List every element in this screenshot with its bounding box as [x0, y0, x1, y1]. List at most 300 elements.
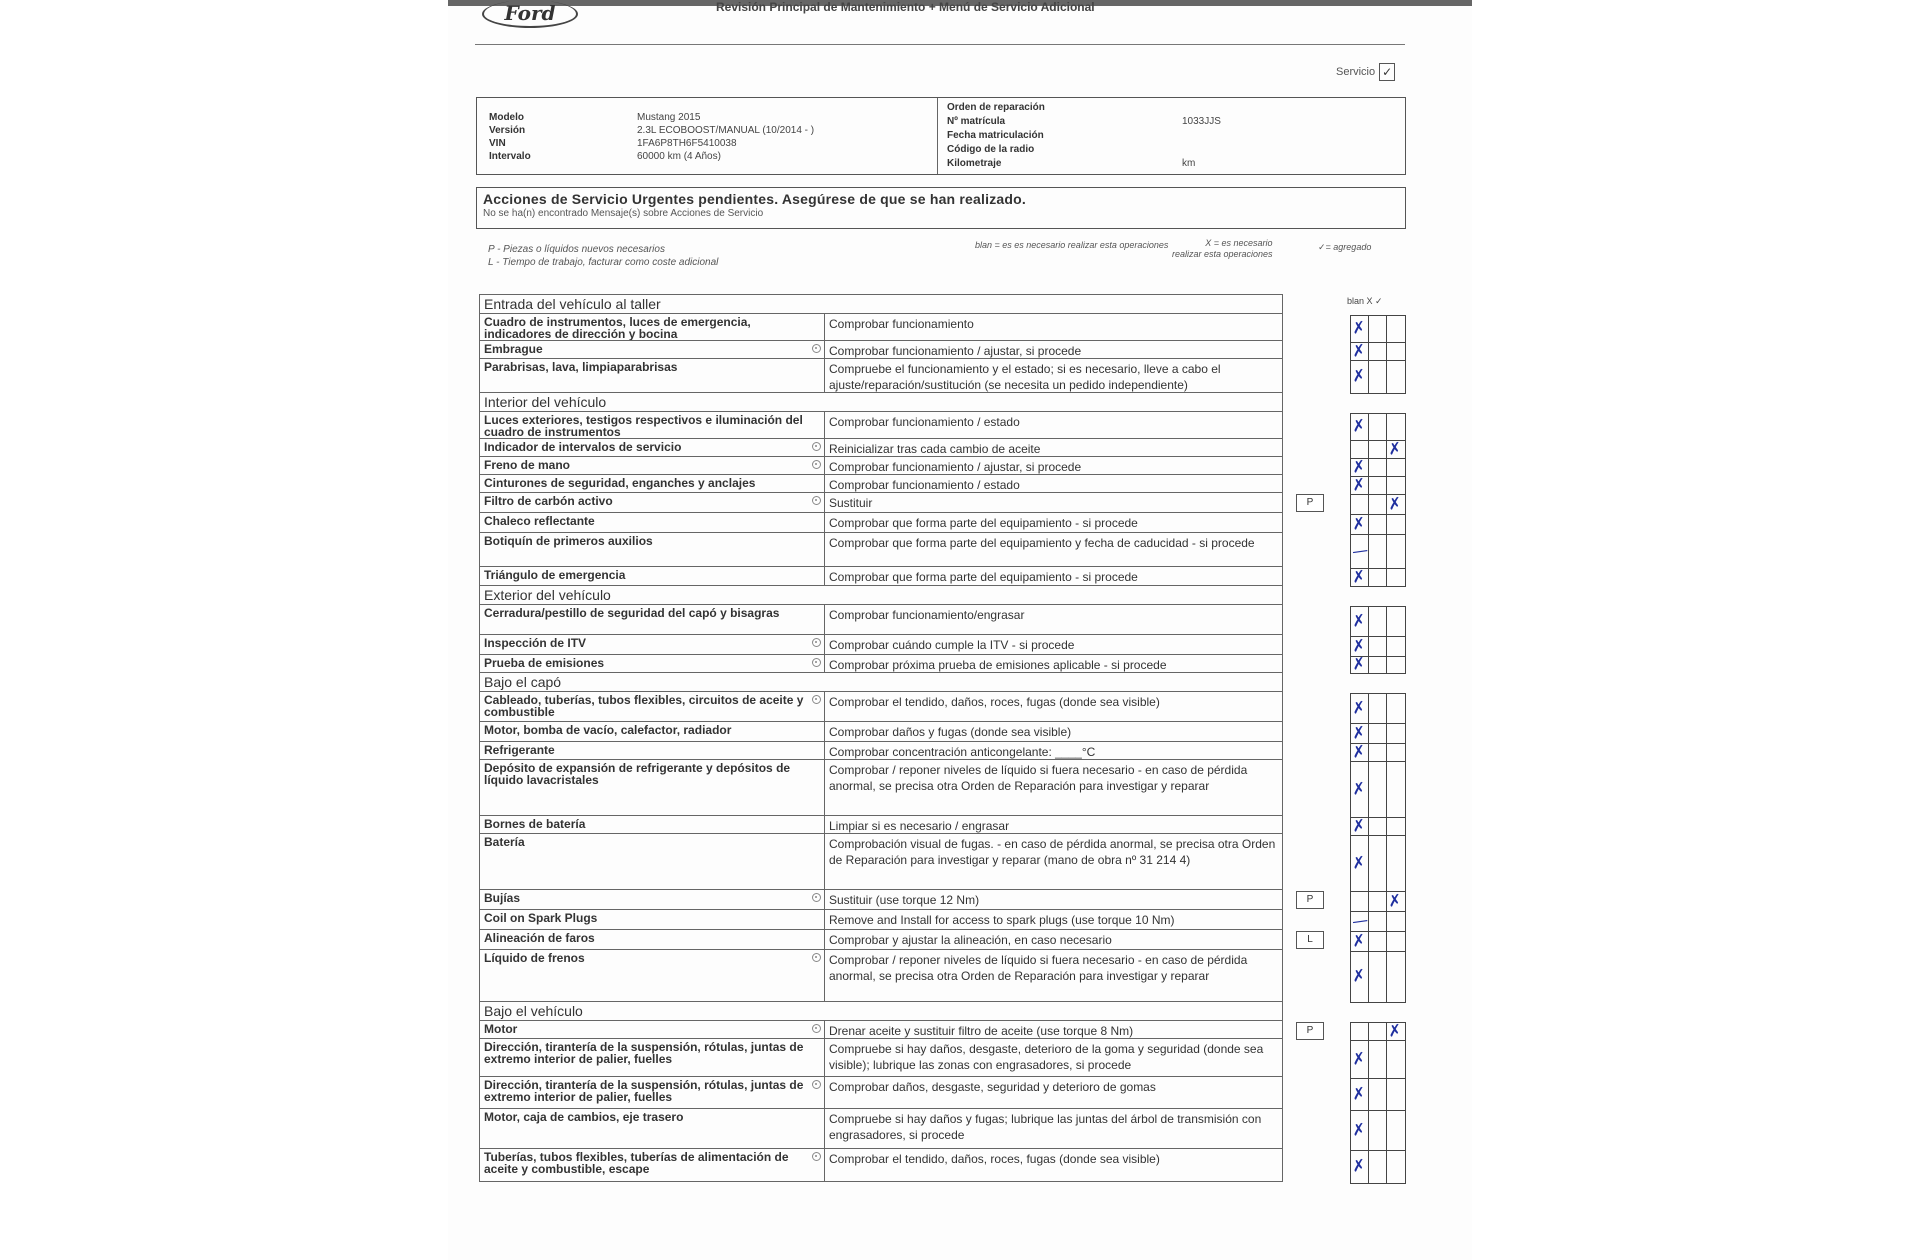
check-cell[interactable] [1387, 912, 1405, 931]
check-cell[interactable] [1350, 721, 1369, 743]
check-cell[interactable] [1350, 565, 1369, 587]
check-cell[interactable] [1350, 929, 1369, 951]
gear-icon [812, 893, 821, 902]
item-action: Comprobar y ajustar la alineación, en caso necesario [829, 933, 1112, 947]
table-row [479, 833, 1283, 889]
check-cell[interactable] [1369, 343, 1387, 360]
item-action: Comprobar funcionamiento/engrasar [829, 608, 1025, 622]
item-action: Comprobar / reponer niveles de líquido si fuera necesario - en caso de pérdida anormal, se precisa otra Orden de Reparación para investigar y reparar [829, 953, 1248, 983]
check-cell[interactable] [1369, 495, 1387, 514]
check-cell[interactable] [1386, 889, 1405, 911]
check-cell[interactable] [1351, 535, 1369, 568]
item-name [480, 1109, 825, 1148]
item-name [480, 692, 825, 721]
check-cell[interactable] [1386, 437, 1405, 459]
item-name [480, 493, 825, 512]
item-text: Triángulo de emergencia [484, 568, 626, 582]
check-row [1350, 315, 1406, 342]
item-action: Comprobar daños, desgaste, seguridad y deterioro de gomas [829, 1080, 1156, 1094]
check-row [1350, 723, 1406, 743]
check-cell[interactable] [1387, 1111, 1405, 1150]
item-name [480, 513, 825, 532]
item-text: Bornes de batería [484, 817, 586, 831]
check-cell[interactable] [1387, 316, 1405, 342]
check-cell[interactable] [1387, 414, 1405, 440]
order-field [947, 130, 1182, 141]
table-row [479, 889, 1314, 909]
check-cell[interactable] [1369, 535, 1387, 568]
handwritten-mark: ✗ [1350, 609, 1367, 631]
section-title: Entrada del vehículo al taller [479, 294, 1283, 313]
item-action: Comprobar próxima prueba de emisiones aplicable - si procede [829, 658, 1167, 672]
item-action: Comprobación visual de fugas. - en caso de pérdida anormal, se precisa otra Orden de Reparación para investigar y reparar (mano de obra nº 31 214 4) [829, 837, 1276, 867]
item-text: Coil on Spark Plugs [484, 911, 598, 925]
handwritten-mark: ✗ [1386, 889, 1403, 911]
info-divider [937, 98, 938, 174]
part-labor-box: P [1296, 1022, 1324, 1040]
handwritten-mark: ✗ [1350, 455, 1367, 477]
check-cell[interactable] [1351, 762, 1369, 817]
table-row [479, 759, 1283, 815]
item-action: Remove and Install for access to spark plugs (use torque 10 Nm) [829, 913, 1175, 927]
handwritten-mark: ✗ [1350, 365, 1367, 386]
item-text: Alineación de faros [484, 931, 595, 945]
check-cell[interactable] [1369, 694, 1387, 723]
check-cell[interactable] [1350, 653, 1369, 674]
check-row [1350, 1078, 1406, 1110]
check-cell[interactable] [1351, 361, 1369, 393]
handwritten-mark: — [1350, 909, 1370, 931]
check-cell[interactable] [1387, 459, 1405, 476]
item-text: Inspección de ITV [484, 636, 587, 650]
legend-x-line2: realizar esta operaciones [1172, 249, 1273, 259]
item-name [480, 1039, 825, 1076]
check-cell[interactable] [1369, 361, 1387, 393]
check-cell[interactable] [1350, 512, 1369, 534]
check-row [1350, 455, 1406, 477]
check-cell[interactable] [1369, 441, 1387, 458]
check-cell[interactable] [1350, 740, 1369, 762]
check-group [1350, 315, 1406, 394]
order-field-label: Nº matrícula [947, 116, 1006, 127]
check-row [1350, 693, 1406, 723]
item-text: Cerradura/pestillo de seguridad del capó y bisagras [484, 606, 780, 620]
gear-icon [812, 658, 821, 667]
check-cell[interactable] [1387, 932, 1405, 951]
order-field-value: km [1182, 158, 1196, 169]
check-cell[interactable] [1351, 1079, 1369, 1110]
check-cell[interactable] [1351, 607, 1369, 636]
item-action: Comprobar concentración anticongelante: ____°C [829, 745, 1096, 759]
item-text: Dirección, tirantería de la suspensión, rótulas, juntas de extremo interior de palier, fuelles [484, 1040, 804, 1066]
table-row [479, 929, 1313, 949]
item-text: Refrigerante [484, 743, 555, 757]
handwritten-mark: ✗ [1350, 1118, 1367, 1140]
item-action: Limpiar si es necesario / engrasar [829, 819, 1010, 833]
section-title: Interior del vehículo [479, 392, 1283, 411]
item-name [480, 1021, 825, 1038]
check-row [1350, 413, 1406, 440]
handwritten-mark: ✗ [1350, 965, 1367, 986]
table-row [479, 474, 1283, 492]
legend-x-line1: X = es necesario [1205, 238, 1273, 248]
item-action: Drenar aceite y sustituir filtro de aceite (use torque 8 Nm) [829, 1024, 1134, 1038]
item-name [480, 359, 825, 392]
handwritten-mark: ✗ [1350, 740, 1367, 762]
check-group [1350, 606, 1406, 674]
check-row [1350, 1150, 1406, 1184]
item-name [480, 655, 825, 672]
check-cell[interactable] [1386, 492, 1405, 514]
vehicle-field-value: 2.3L ECOBOOST/MANUAL (10/2014 - ) [637, 125, 815, 136]
servicio-label: Servicio [1336, 66, 1376, 78]
check-cell[interactable] [1369, 892, 1387, 911]
item-name [480, 605, 825, 634]
item-name [480, 475, 825, 492]
check-cell[interactable] [1387, 343, 1405, 360]
handwritten-mark: ✗ [1350, 929, 1367, 951]
check-row [1350, 339, 1406, 361]
check-cell[interactable] [1351, 495, 1369, 514]
table-row [479, 456, 1283, 474]
vehicle-field-label: Intervalo [489, 151, 531, 162]
check-cell[interactable] [1350, 909, 1370, 931]
item-name [480, 567, 825, 585]
table-row [479, 1020, 1314, 1038]
check-row [1350, 514, 1406, 534]
item-action: Comprobar funcionamiento / ajustar, si procede [829, 460, 1082, 474]
item-action: Reinicializar tras cada cambio de aceite [829, 442, 1041, 456]
handwritten-mark: ✗ [1350, 814, 1367, 836]
handwritten-mark: ✗ [1386, 437, 1403, 459]
handwritten-mark: ✗ [1350, 512, 1367, 534]
handwritten-mark: ✗ [1350, 653, 1367, 674]
item-name [480, 742, 825, 759]
check-row [1350, 360, 1406, 394]
check-cell[interactable] [1387, 515, 1405, 534]
section-title: Exterior del vehículo [479, 585, 1283, 604]
vehicle-info-box [476, 97, 1406, 175]
check-row [1350, 740, 1406, 762]
table-row [479, 634, 1283, 654]
vehicle-field-label: Versión [489, 125, 526, 136]
item-text: Botiquín de primeros auxilios [484, 534, 653, 548]
item-name [480, 439, 825, 456]
item-action: Comprobar que forma parte del equipamiento y fecha de caducidad - si procede [829, 536, 1255, 550]
check-cell[interactable] [1369, 952, 1387, 1002]
item-action: Comprobar funcionamiento / estado [829, 415, 1020, 429]
table-row [479, 949, 1283, 1001]
item-action: Compruebe si hay daños y fugas; lubrique las juntas del árbol de transmisión con engrasadores, si procede [829, 1112, 1262, 1142]
check-cell[interactable] [1369, 607, 1387, 636]
handwritten-mark: ✗ [1350, 1155, 1367, 1176]
table-row [479, 1076, 1283, 1108]
check-cell[interactable] [1369, 316, 1387, 342]
table-row [479, 654, 1283, 672]
item-name [480, 760, 825, 815]
item-name [480, 1077, 825, 1108]
order-field-label: Código de la radio [947, 144, 1035, 155]
check-row [1350, 931, 1406, 951]
table-row [479, 438, 1283, 456]
part-labor-box: P [1296, 891, 1324, 909]
order-field [947, 144, 1182, 155]
check-cell[interactable] [1369, 1151, 1387, 1183]
logo-text: Ford [504, 1, 556, 25]
check-cell[interactable] [1369, 818, 1387, 835]
vehicle-field-value: 60000 km (4 Años) [637, 151, 721, 162]
item-text: Cinturones de seguridad, enganches y anclajes [484, 476, 756, 490]
gear-icon [812, 344, 821, 353]
check-cell[interactable] [1369, 932, 1387, 951]
handwritten-mark: ✗ [1350, 415, 1367, 436]
handwritten-mark: ✗ [1350, 1082, 1367, 1104]
check-row [1350, 761, 1406, 817]
vehicle-field [489, 138, 737, 149]
check-cell[interactable] [1386, 1019, 1405, 1041]
check-cell[interactable] [1387, 361, 1405, 393]
order-field [947, 102, 1182, 113]
table-row [479, 691, 1283, 721]
table-row [479, 815, 1283, 833]
check-cell[interactable] [1350, 814, 1369, 836]
check-cell[interactable] [1369, 1041, 1387, 1078]
handwritten-mark: ✗ [1350, 721, 1367, 743]
check-cell[interactable] [1351, 316, 1369, 342]
table-row [479, 492, 1314, 512]
item-action: Comprobar el tendido, daños, roces, fugas (donde sea visible) [829, 1152, 1160, 1166]
vehicle-field [489, 125, 814, 136]
vehicle-field [489, 151, 721, 162]
item-action: Comprobar cuándo cumple la ITV - si procede [829, 638, 1075, 652]
check-row [1350, 951, 1406, 1003]
handwritten-mark: ✗ [1350, 1047, 1367, 1069]
check-cell[interactable] [1351, 1151, 1369, 1183]
check-cell[interactable] [1387, 657, 1405, 673]
check-cell[interactable] [1387, 1079, 1405, 1110]
check-cell[interactable] [1369, 477, 1387, 494]
item-text: Embrague [484, 342, 543, 356]
check-cell[interactable] [1369, 836, 1387, 891]
check-cell[interactable] [1387, 694, 1405, 723]
servicio-field [1336, 63, 1395, 81]
check-row [1350, 565, 1406, 587]
vehicle-field-label: Modelo [489, 112, 524, 123]
check-cell[interactable] [1351, 1111, 1369, 1150]
item-text: Prueba de emisiones [484, 656, 605, 670]
table-row [479, 1148, 1283, 1182]
item-text: Chaleco reflectante [484, 514, 595, 528]
check-row [1350, 1019, 1406, 1041]
check-row [1350, 437, 1406, 459]
check-cell[interactable] [1387, 637, 1405, 656]
check-cell[interactable] [1387, 1041, 1405, 1078]
item-action: Comprobar que forma parte del equipamiento - si procede [829, 516, 1138, 530]
check-cell[interactable] [1369, 657, 1387, 673]
check-group [1350, 413, 1406, 587]
item-name [480, 1149, 825, 1181]
item-action: Comprobar el tendido, daños, roces, fugas (donde sea visible) [829, 695, 1160, 709]
check-cell[interactable] [1369, 569, 1387, 586]
gear-icon [812, 1024, 821, 1033]
table-row [479, 1038, 1283, 1076]
gear-icon [812, 1152, 821, 1161]
item-name [480, 722, 825, 741]
check-group [1350, 1019, 1406, 1184]
gear-icon [812, 496, 821, 505]
check-cell[interactable] [1387, 1151, 1405, 1183]
check-cell[interactable] [1387, 477, 1405, 494]
handwritten-mark: ✗ [1350, 339, 1367, 361]
legend-left [488, 243, 718, 269]
vehicle-field [489, 112, 700, 123]
item-action: Sustituir (use torque 12 Nm) [829, 893, 980, 907]
check-cell[interactable] [1369, 1079, 1387, 1110]
check-cell[interactable] [1351, 892, 1369, 911]
handwritten-mark: ✗ [1350, 851, 1367, 873]
item-text: Tuberías, tubos flexibles, tuberías de alimentación de aceite y combustible, escape [484, 1150, 789, 1176]
check-cell[interactable] [1351, 694, 1369, 723]
ford-logo [482, 0, 578, 28]
check-row [1350, 606, 1406, 636]
check-row [1350, 1040, 1406, 1078]
section-title: Bajo el vehículo [479, 1001, 1283, 1020]
check-cell[interactable] [1369, 1023, 1387, 1040]
item-text: Motor [484, 1022, 518, 1036]
section-title: Bajo el capó [479, 672, 1283, 691]
check-cell[interactable] [1369, 724, 1387, 743]
item-name [480, 930, 825, 949]
legend-p: P - Piezas o líquidos nuevos necesarios [488, 244, 665, 255]
legend-blank: blan = es es necesario realizar esta operaciones [975, 240, 1169, 250]
item-name [480, 341, 825, 358]
check-row [1350, 814, 1406, 836]
gear-icon [812, 460, 821, 469]
item-text: Indicador de intervalos de servicio [484, 440, 682, 454]
check-cell[interactable] [1387, 952, 1405, 1002]
check-row [1350, 534, 1406, 568]
item-text: Cableado, tuberías, tubos flexibles, circuitos de aceite y combustible [484, 693, 804, 719]
vehicle-field-label: VIN [489, 138, 506, 149]
item-action: Compruebe si hay daños, desgaste, deterioro de la goma y seguridad (donde sea visible); lubrique las zonas con engrasadores, si procede [829, 1042, 1264, 1072]
handwritten-mark: — [1350, 539, 1370, 561]
item-text: Motor, bomba de vacío, calefactor, radiador [484, 723, 732, 737]
gear-icon [812, 638, 821, 647]
handwritten-mark: ✗ [1350, 634, 1367, 656]
page-title: Revisión Principal de Mantenimiento + Menú de Servicio Adicional [716, 0, 1095, 14]
vehicle-field-value: Mustang 2015 [637, 112, 701, 123]
item-text: Luces exteriores, testigos respectivos e iluminación del cuadro de instrumentos [484, 413, 803, 439]
check-cell[interactable] [1350, 473, 1369, 495]
table-row [479, 411, 1283, 438]
check-cell[interactable] [1369, 515, 1387, 534]
check-cell[interactable] [1369, 1111, 1387, 1150]
item-name [480, 834, 825, 889]
item-text: Depósito de expansión de refrigerante y depósitos de líquido lavacristales [484, 761, 791, 787]
item-text: Parabrisas, lava, limpiaparabrisas [484, 360, 678, 374]
check-cell[interactable] [1350, 339, 1369, 361]
check-row [1350, 494, 1406, 514]
table-row [479, 340, 1283, 358]
check-cell[interactable] [1387, 724, 1405, 743]
item-action: Comprobar funcionamiento [829, 317, 974, 331]
gear-icon [812, 953, 821, 962]
check-cell[interactable] [1350, 455, 1369, 477]
check-group [1350, 693, 1406, 1003]
servicio-checkbox[interactable]: ✓ [1379, 63, 1395, 81]
urgent-subtext: No se ha(n) encontrado Mensaje(s) sobre Acciones de Servicio [483, 208, 764, 219]
check-cell[interactable] [1369, 762, 1387, 817]
order-field-label: Fecha matriculación [947, 130, 1044, 141]
check-column-header: blan X ✓ [1347, 296, 1383, 306]
handwritten-mark: ✗ [1350, 565, 1367, 587]
table-row [479, 313, 1283, 340]
check-cell[interactable] [1387, 535, 1405, 568]
item-action: Comprobar funcionamiento / ajustar, si procede [829, 344, 1082, 358]
item-text: Motor, caja de cambios, eje trasero [484, 1110, 684, 1124]
item-name [480, 412, 825, 438]
item-text: Bujías [484, 891, 521, 905]
item-text: Freno de mano [484, 458, 571, 472]
vehicle-field-value: 1FA6P8TH6F5410038 [637, 138, 737, 149]
handwritten-mark: ✗ [1386, 1019, 1403, 1041]
order-field-value: 1033JJS [1182, 116, 1221, 127]
item-text: Batería [484, 835, 525, 849]
gear-icon [812, 1080, 821, 1089]
check-cell[interactable] [1369, 414, 1387, 440]
item-name [480, 910, 825, 929]
check-cell[interactable] [1351, 414, 1369, 440]
table-row [479, 909, 1283, 929]
check-cell[interactable] [1387, 569, 1405, 586]
order-field-label: Orden de reparación [947, 102, 1045, 113]
handwritten-mark: ✗ [1350, 696, 1367, 718]
check-cell[interactable] [1387, 818, 1405, 835]
handwritten-mark: ✗ [1350, 473, 1367, 495]
table-row [479, 512, 1283, 532]
check-cell[interactable] [1351, 441, 1369, 458]
item-text: Filtro de carbón activo [484, 494, 613, 508]
check-cell[interactable] [1351, 952, 1369, 1002]
check-cell[interactable] [1387, 762, 1405, 817]
check-row [1350, 891, 1406, 911]
order-field [947, 158, 1195, 169]
legend-l: L - Tiempo de trabajo, facturar como coste adicional [488, 257, 719, 268]
item-text: Líquido de frenos [484, 951, 585, 965]
check-cell[interactable] [1351, 836, 1369, 891]
item-action: Sustituir [829, 496, 873, 510]
order-field [947, 116, 1221, 127]
check-cell[interactable] [1351, 1023, 1369, 1040]
gear-icon [812, 442, 821, 451]
legend-x [1172, 238, 1273, 260]
check-cell[interactable] [1369, 744, 1387, 761]
check-cell[interactable] [1387, 744, 1405, 761]
item-name [480, 314, 825, 340]
check-cell[interactable] [1387, 607, 1405, 636]
check-cell[interactable] [1351, 1041, 1369, 1078]
table-row [479, 532, 1283, 566]
check-cell[interactable] [1387, 836, 1405, 891]
check-row [1350, 835, 1406, 891]
table-row [479, 358, 1283, 392]
check-cell[interactable] [1369, 459, 1387, 476]
item-text: Cuadro de instrumentos, luces de emergencia, indicadores de dirección y bocina [484, 315, 751, 341]
check-cell[interactable] [1369, 637, 1387, 656]
item-name [480, 635, 825, 654]
check-cell[interactable] [1369, 912, 1387, 931]
check-row [1350, 653, 1406, 674]
